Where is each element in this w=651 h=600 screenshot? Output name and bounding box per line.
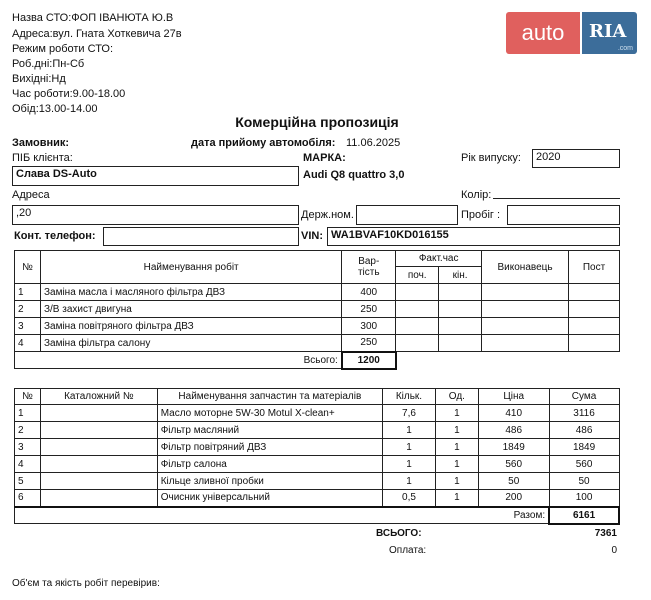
parts-header-sum: Сума: [549, 389, 619, 405]
part-unit: 1: [435, 422, 478, 439]
parts-header-name: Найменування запчастин та матеріалів: [157, 389, 382, 405]
table-row: [15, 473, 620, 490]
part-sum: 486: [549, 422, 619, 439]
work-cost: 250: [342, 301, 396, 318]
works-header-start: поч.: [396, 267, 439, 284]
part-num: 1: [15, 405, 41, 422]
work-name: Заміна повітряного фільтра ДВЗ: [40, 318, 341, 335]
work-name: Заміна фільтра салону: [40, 335, 341, 352]
lunch-hours: Обід:13.00-14.00: [12, 103, 98, 115]
address-field[interactable]: ,20: [12, 205, 299, 225]
part-num: 5: [15, 473, 41, 490]
work-num: 4: [15, 335, 41, 352]
vin-field[interactable]: WA1BVAF10KD016155: [327, 227, 620, 246]
part-price: 486: [478, 422, 549, 439]
part-qty: 1: [383, 422, 436, 439]
part-price: 50: [478, 473, 549, 490]
color-field[interactable]: [493, 198, 620, 199]
parts-header-unit: Од.: [435, 389, 478, 405]
part-name: Масло моторне 5W-30 Motul X-clean+: [157, 405, 382, 422]
part-catalog: [40, 405, 157, 422]
part-qty: 1: [383, 473, 436, 490]
part-unit: 1: [435, 439, 478, 456]
brand-label: МАРКА:: [303, 152, 346, 164]
part-catalog: [40, 473, 157, 490]
parts-table: [14, 388, 620, 525]
works-header-num: №: [15, 251, 41, 284]
year-field[interactable]: 2020: [532, 149, 620, 168]
work-cost: 300: [342, 318, 396, 335]
part-qty: 1: [383, 456, 436, 473]
work-mode-title: Режим роботи СТО:: [12, 43, 114, 55]
client-name-label: ПІБ клієнта:: [12, 152, 73, 164]
part-catalog: [40, 456, 157, 473]
part-qty: 7,6: [383, 405, 436, 422]
parts-header-num: №: [15, 389, 41, 405]
address-label: Адреса: [12, 189, 50, 201]
parts-subtotal-value: 6161: [549, 507, 619, 524]
part-num: 3: [15, 439, 41, 456]
works-total-value: 1200: [342, 352, 396, 369]
work-cost: 400: [342, 284, 396, 301]
work-hours: Час роботи:9.00-18.00: [12, 88, 126, 100]
table-row: [15, 335, 620, 352]
part-sum: 560: [549, 456, 619, 473]
work-name: З/В захист двигуна: [40, 301, 341, 318]
part-unit: 1: [435, 456, 478, 473]
work-num: 1: [15, 284, 41, 301]
works-header-cost: Вар- тість: [342, 251, 396, 284]
plate-label: Держ.ном.: [301, 209, 354, 221]
date-label: дата прийому автомобіля:: [191, 137, 336, 149]
table-row: [15, 301, 620, 318]
footer-checked-text: Об'єм та якість робіт перевірив:: [12, 578, 160, 589]
part-catalog: [40, 439, 157, 456]
mileage-label: Пробіг :: [461, 209, 501, 221]
phone-label: Конт. телефон:: [14, 230, 96, 242]
table-row: [15, 405, 620, 422]
table-row: [15, 456, 620, 473]
client-name-field[interactable]: Слава DS-Auto: [12, 166, 299, 186]
brand-value: Audi Q8 quattro 3,0: [303, 169, 405, 181]
parts-header-price: Ціна: [478, 389, 549, 405]
part-num: 6: [15, 490, 41, 507]
works-header-fact: Факт.час: [396, 251, 482, 267]
table-row: [15, 318, 620, 335]
part-name: Фільтр повітряний ДВЗ: [157, 439, 382, 456]
autoria-logo[interactable]: [506, 12, 637, 54]
work-days: Роб.дні:Пн-Сб: [12, 58, 85, 70]
table-row: [15, 284, 620, 301]
paid-value: 0: [611, 545, 617, 556]
works-header-name: Найменування робіт: [40, 251, 341, 284]
color-label: Колір:: [461, 189, 492, 201]
work-cost: 250: [342, 335, 396, 352]
part-name: Фільтр масляний: [157, 422, 382, 439]
part-num: 2: [15, 422, 41, 439]
part-price: 200: [478, 490, 549, 507]
table-row: [15, 439, 620, 456]
logo-com-text: .com: [617, 45, 633, 52]
logo-auto-text: auto: [506, 12, 580, 54]
table-row: [15, 422, 620, 439]
works-total-label: Всього:: [15, 352, 342, 369]
parts-header-qty: Кільк.: [383, 389, 436, 405]
days-off: Вихідні:Нд: [12, 73, 66, 85]
works-table: [14, 250, 620, 370]
part-sum: 50: [549, 473, 619, 490]
mileage-field[interactable]: [507, 205, 620, 225]
part-qty: 1: [383, 439, 436, 456]
sto-name: Назва СТО:ФОП ІВАНЮТА Ю.В: [12, 12, 174, 24]
plate-field[interactable]: [356, 205, 458, 225]
logo-ria-text: RIA: [589, 21, 627, 42]
works-header-executor: Виконавець: [482, 251, 569, 284]
work-num: 2: [15, 301, 41, 318]
part-catalog: [40, 422, 157, 439]
year-label: Рік випуску:: [461, 152, 521, 164]
work-num: 3: [15, 318, 41, 335]
part-price: 410: [478, 405, 549, 422]
part-sum: 3116: [549, 405, 619, 422]
works-header-end: кін.: [439, 267, 482, 284]
part-name: Очисник універсальний: [157, 490, 382, 507]
part-unit: 1: [435, 490, 478, 507]
document-title: Комерційна пропозиція: [235, 114, 399, 130]
work-name: Заміна масла і масляного фільтра ДВЗ: [40, 284, 341, 301]
part-sum: 100: [549, 490, 619, 507]
part-num: 4: [15, 456, 41, 473]
part-catalog: [40, 490, 157, 507]
part-name: Кільце зливної пробки: [157, 473, 382, 490]
part-name: Фільтр салона: [157, 456, 382, 473]
part-price: 1849: [478, 439, 549, 456]
phone-field[interactable]: [103, 227, 299, 246]
part-price: 560: [478, 456, 549, 473]
logo-ria-block: [582, 12, 637, 54]
part-unit: 1: [435, 405, 478, 422]
parts-subtotal-label: Разом:: [15, 507, 550, 524]
table-row: [15, 490, 620, 507]
vin-label: VIN:: [301, 230, 323, 242]
paid-label: Оплата:: [389, 545, 427, 556]
part-unit: 1: [435, 473, 478, 490]
part-sum: 1849: [549, 439, 619, 456]
customer-label: Замовник:: [12, 137, 70, 149]
works-header-post: Пост: [569, 251, 620, 284]
date-value: 11.06.2025: [346, 137, 401, 149]
grand-total-value: 7361: [594, 528, 617, 539]
part-qty: 0,5: [383, 490, 436, 507]
grand-total-label: ВСЬОГО:: [376, 528, 422, 539]
parts-header-catalog: Каталожний №: [40, 389, 157, 405]
sto-address: Адреса:вул. Гната Хоткевича 27в: [12, 28, 182, 40]
